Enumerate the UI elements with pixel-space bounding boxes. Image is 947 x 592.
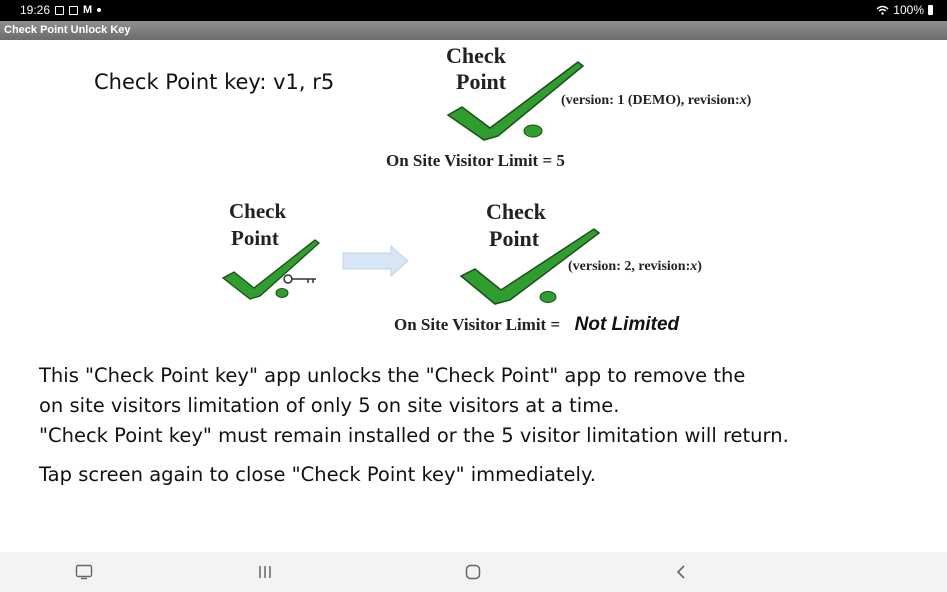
logo-top-line1: Check <box>446 43 506 68</box>
recent-apps-icon[interactable] <box>253 560 277 584</box>
logo-top-version: (version: 1 (DEMO), revision:x) <box>561 93 752 108</box>
wifi-icon <box>876 5 889 15</box>
app-title: Check Point Unlock Key <box>4 24 131 36</box>
logo-right-version: (version: 2, revision:x) <box>568 259 702 274</box>
key-version-label: Check Point key: v1, r5 <box>94 70 335 94</box>
logo-left-line1: Check <box>229 199 287 223</box>
logo-right-visitor-limit: On Site Visitor Limit = Not Limited <box>394 314 680 335</box>
status-bar <box>0 0 947 21</box>
checkmark-key-icon <box>220 236 325 302</box>
navigation-bar <box>0 552 947 592</box>
logo-right-line2: Point <box>489 226 540 251</box>
description-line-1: This "Check Point key" app unlocks the "Check Point" app to remove the <box>39 364 746 387</box>
tap-to-close-area[interactable] <box>0 40 947 552</box>
gmail-icon: M <box>83 4 93 16</box>
battery-icon <box>928 5 933 15</box>
gallery-icon <box>55 6 64 15</box>
status-time: 19:26 <box>20 3 51 17</box>
logo-top-visitor-limit: On Site Visitor Limit = 5 <box>386 151 565 170</box>
arrow-right-icon <box>342 244 410 278</box>
description-line-2: on site visitors limitation of only 5 on site visitors at a time. <box>39 394 620 417</box>
screenshot-icon[interactable] <box>72 560 96 584</box>
app-title-bar <box>0 21 947 40</box>
more-notifications-icon <box>97 8 101 12</box>
logo-left-line2: Point <box>231 226 279 250</box>
notification-icon <box>69 6 78 15</box>
logo-top-line2: Point <box>456 69 507 94</box>
home-icon[interactable] <box>461 560 485 584</box>
tap-to-close-note: Tap screen again to close "Check Point key" immediately. <box>39 463 596 486</box>
description-line-3: "Check Point key" must remain installed or the 5 visitor limitation will return. <box>39 424 789 447</box>
battery-percent: 100% <box>893 3 924 17</box>
back-icon[interactable] <box>669 560 693 584</box>
logo-right-line1: Check <box>486 199 546 224</box>
not-limited-label: Not Limited <box>574 314 680 335</box>
